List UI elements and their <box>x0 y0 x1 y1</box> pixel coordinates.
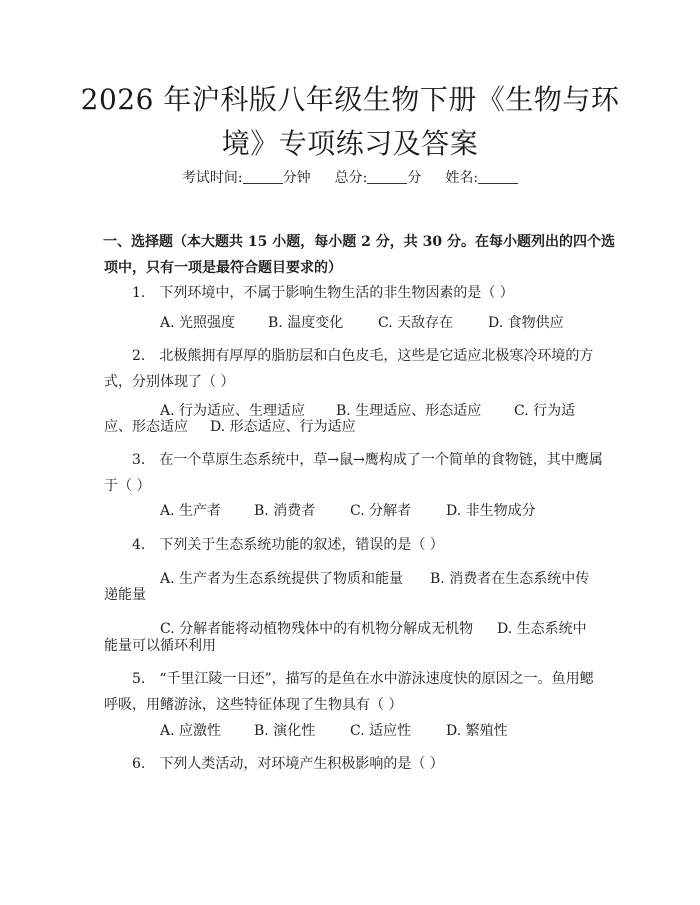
question-1 <box>104 280 616 306</box>
time-unit: 分钟 <box>282 170 311 186</box>
question-1-options <box>160 310 564 336</box>
time-blank[interactable] <box>243 169 283 184</box>
option-d-continued: 能量可以循环利用 <box>104 638 216 654</box>
option-d[interactable]: D. 繁殖性 <box>446 723 508 739</box>
question-stem-line-2: 呼吸，用鳍游泳，这些特征体现了生物具有（ ） <box>104 697 403 713</box>
question-stem-line-1: 2. 北极熊拥有厚厚的脂肪层和白色皮毛，这些是它适应北极寒冷环境的方 <box>132 348 594 364</box>
question-stem-line-1: 5. “千里江陵一日还”，描写的是鱼在水中游泳速度快的原因之一。鱼用鳃 <box>132 671 594 687</box>
question-5 <box>104 666 616 718</box>
option-c[interactable]: C. 分解者能将动植物残体中的有机物分解成无机物 <box>160 621 474 637</box>
option-a[interactable]: A. 行为适应、生理适应 <box>160 403 306 419</box>
exam-info <box>0 168 700 188</box>
option-b[interactable]: B. 消费者在生态系统中传 <box>430 571 590 587</box>
option-c[interactable]: C. 天敌存在 <box>378 315 454 331</box>
option-b[interactable]: B. 演化性 <box>254 723 316 739</box>
option-b[interactable]: B. 温度变化 <box>268 315 344 331</box>
option-b[interactable]: B. 消费者 <box>254 503 316 519</box>
name-label: 姓名: <box>445 170 479 186</box>
option-c-continued: 应、形态适应 <box>104 419 188 435</box>
question-stem-line-1: 3. 在一个草原生态系统中，草→鼠→鹰构成了一个简单的食物链，其中鹰属 <box>132 452 603 468</box>
question-stem: 4. 下列关于生态系统功能的叙述，错误的是（ ） <box>132 537 444 553</box>
question-stem: 1. 下列环境中，不属于影响生物生活的非生物因素的是（ ） <box>132 285 514 301</box>
option-c[interactable]: C. 行为适 <box>514 403 576 419</box>
option-a[interactable]: A. 生产者为生态系统提供了物质和能量 <box>160 571 404 587</box>
option-d[interactable]: D. 形态适应、行为适应 <box>210 419 356 435</box>
section-heading-line-2: 项中，只有一项是最符合题目要求的） <box>104 260 342 276</box>
option-d[interactable]: D. 食物供应 <box>488 315 564 331</box>
option-a[interactable]: A. 生产者 <box>160 503 222 519</box>
question-stem-line-2: 于（ ） <box>104 478 151 494</box>
question-2-options-wrap <box>104 414 356 440</box>
question-4-options-ab <box>160 566 589 592</box>
title-line-1: 2026 年沪科版八年级生物下册《生物与环 <box>80 83 620 116</box>
question-stem-line-2: 式，分别体现了（ ） <box>104 374 235 390</box>
question-4-option-d-wrap <box>104 633 216 659</box>
question-5-options <box>160 718 508 744</box>
question-4-option-b-wrap <box>104 582 146 608</box>
section-heading-line-1: 一、选择题（本大题共 15 小题，每小题 2 分，共 30 分。在每小题列出的四个选 <box>103 234 615 250</box>
option-a[interactable]: A. 光照强度 <box>160 315 236 331</box>
question-stem: 6. 下列人类活动，对环境产生积极影响的是（ ） <box>132 756 444 772</box>
question-3 <box>104 447 616 499</box>
question-6 <box>104 751 616 777</box>
title-line-2: 境》专项练习及答案 <box>221 127 479 160</box>
question-3-options <box>160 498 536 524</box>
score-label: 总分: <box>334 170 368 186</box>
section-heading <box>104 229 624 281</box>
option-d[interactable]: D. 非生物成分 <box>446 503 536 519</box>
score-blank[interactable] <box>367 169 407 184</box>
question-4 <box>104 532 616 558</box>
question-2 <box>104 343 616 395</box>
time-label: 考试时间: <box>181 170 243 186</box>
option-b-continued: 递能量 <box>104 587 146 603</box>
page-title <box>60 78 640 166</box>
name-blank[interactable] <box>478 169 518 184</box>
option-c[interactable]: C. 适应性 <box>350 723 412 739</box>
option-d[interactable]: D. 生态系统中 <box>497 621 587 637</box>
option-a[interactable]: A. 应激性 <box>160 723 222 739</box>
score-unit: 分 <box>407 170 422 186</box>
option-c[interactable]: C. 分解者 <box>350 503 412 519</box>
question-4-options-cd <box>160 616 587 642</box>
option-b[interactable]: B. 生理适应、形态适应 <box>336 403 482 419</box>
